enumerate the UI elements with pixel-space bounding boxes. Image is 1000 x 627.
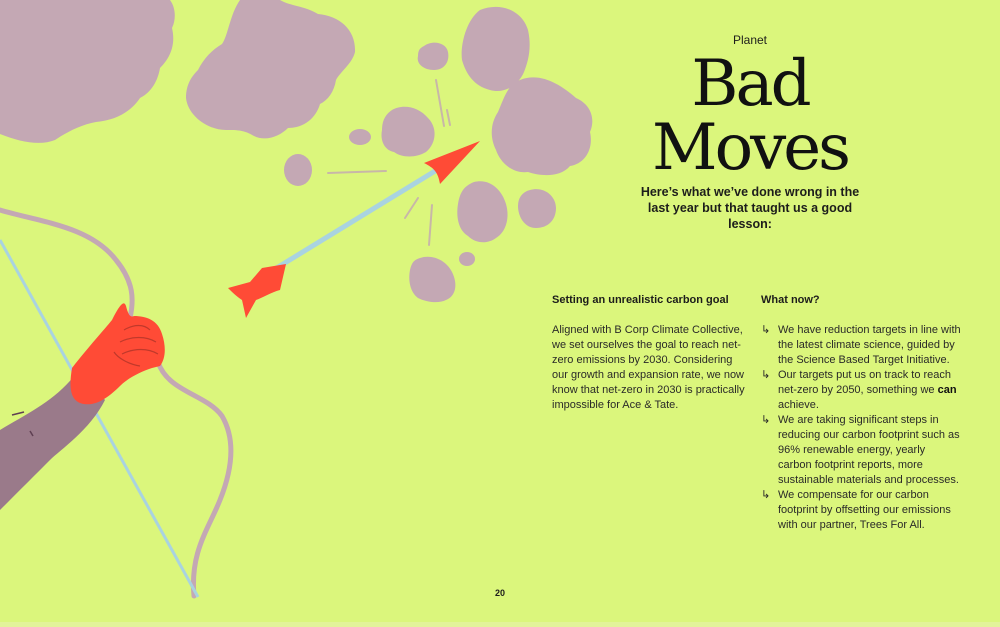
list-item-emphasis: can: [937, 384, 957, 396]
smoke-cloud-bottom: [409, 257, 455, 302]
smoke-puff-3: [284, 154, 312, 186]
arrow-head: [424, 141, 480, 184]
page-bottom-edge: [0, 622, 1000, 627]
bow-limb: [0, 210, 231, 596]
return-arrow-icon: ↳: [761, 324, 771, 336]
page-title: [620, 47, 880, 185]
list-item: [761, 368, 961, 413]
fist: [71, 303, 165, 404]
list-item: [761, 488, 961, 533]
section-label: Planet: [732, 33, 768, 47]
page-subtitle: Here’s what we’ve done wrong in the last year but that taught us a good lesson:: [640, 185, 860, 231]
title-line-2: Moves: [652, 111, 848, 185]
smoke-cloud-mid: [382, 107, 435, 157]
right-column-heading: What now?: [761, 294, 820, 306]
return-arrow-icon: ↳: [761, 414, 771, 426]
smoke-cloud-top-center: [186, 0, 355, 138]
smoke-cloud-lower-mid: [457, 181, 507, 242]
list-item: [761, 413, 961, 488]
list-item-text-after: achieve.: [778, 399, 819, 411]
list-item-text: We compensate for our carbon footprint by offsetting our emissions with our partner, Trees For All.: [778, 489, 951, 531]
smoke-puff-2: [349, 129, 371, 145]
list-item-text: We are taking significant steps in reducing our carbon footprint such as 96% renewable energy, yearly carbon footprint reports, more sustainable materials and processes.: [778, 414, 960, 486]
list-item-text-before: Our targets put us on track to reach net-zero by 2050, something we: [778, 369, 952, 396]
left-column: [552, 293, 747, 413]
right-column: [761, 293, 961, 533]
list-item-text: We have reduction targets in line with the latest climate science, guided by the Science Based Target Initiative.: [778, 324, 961, 366]
smoke-puff-1: [459, 252, 475, 266]
left-column-heading: Setting an unrealistic carbon goal: [552, 294, 729, 306]
list-item: [761, 323, 961, 368]
left-column-body: Aligned with B Corp Climate Collective, we set ourselves the goal to reach net-zero emissions by 2030. Considering our growth and expansion rate, we now know that net-zero in 2030 is practically impossible for Ace & Tate.: [552, 324, 745, 411]
page-number: 20: [494, 588, 505, 598]
smoke-cloud-small-top: [418, 43, 449, 70]
title-line-1: Bad: [691, 47, 809, 121]
arrow-fletching: [228, 264, 286, 318]
smoke-cloud-top-right: [462, 7, 530, 91]
smoke-cloud-lower-right: [518, 189, 556, 228]
return-arrow-icon: ↳: [761, 369, 771, 381]
return-arrow-icon: ↳: [761, 489, 771, 501]
smoke-cloud-large-left: [0, 0, 175, 143]
smoke-cloud-right-large: [492, 77, 593, 175]
action-list: [761, 323, 961, 533]
